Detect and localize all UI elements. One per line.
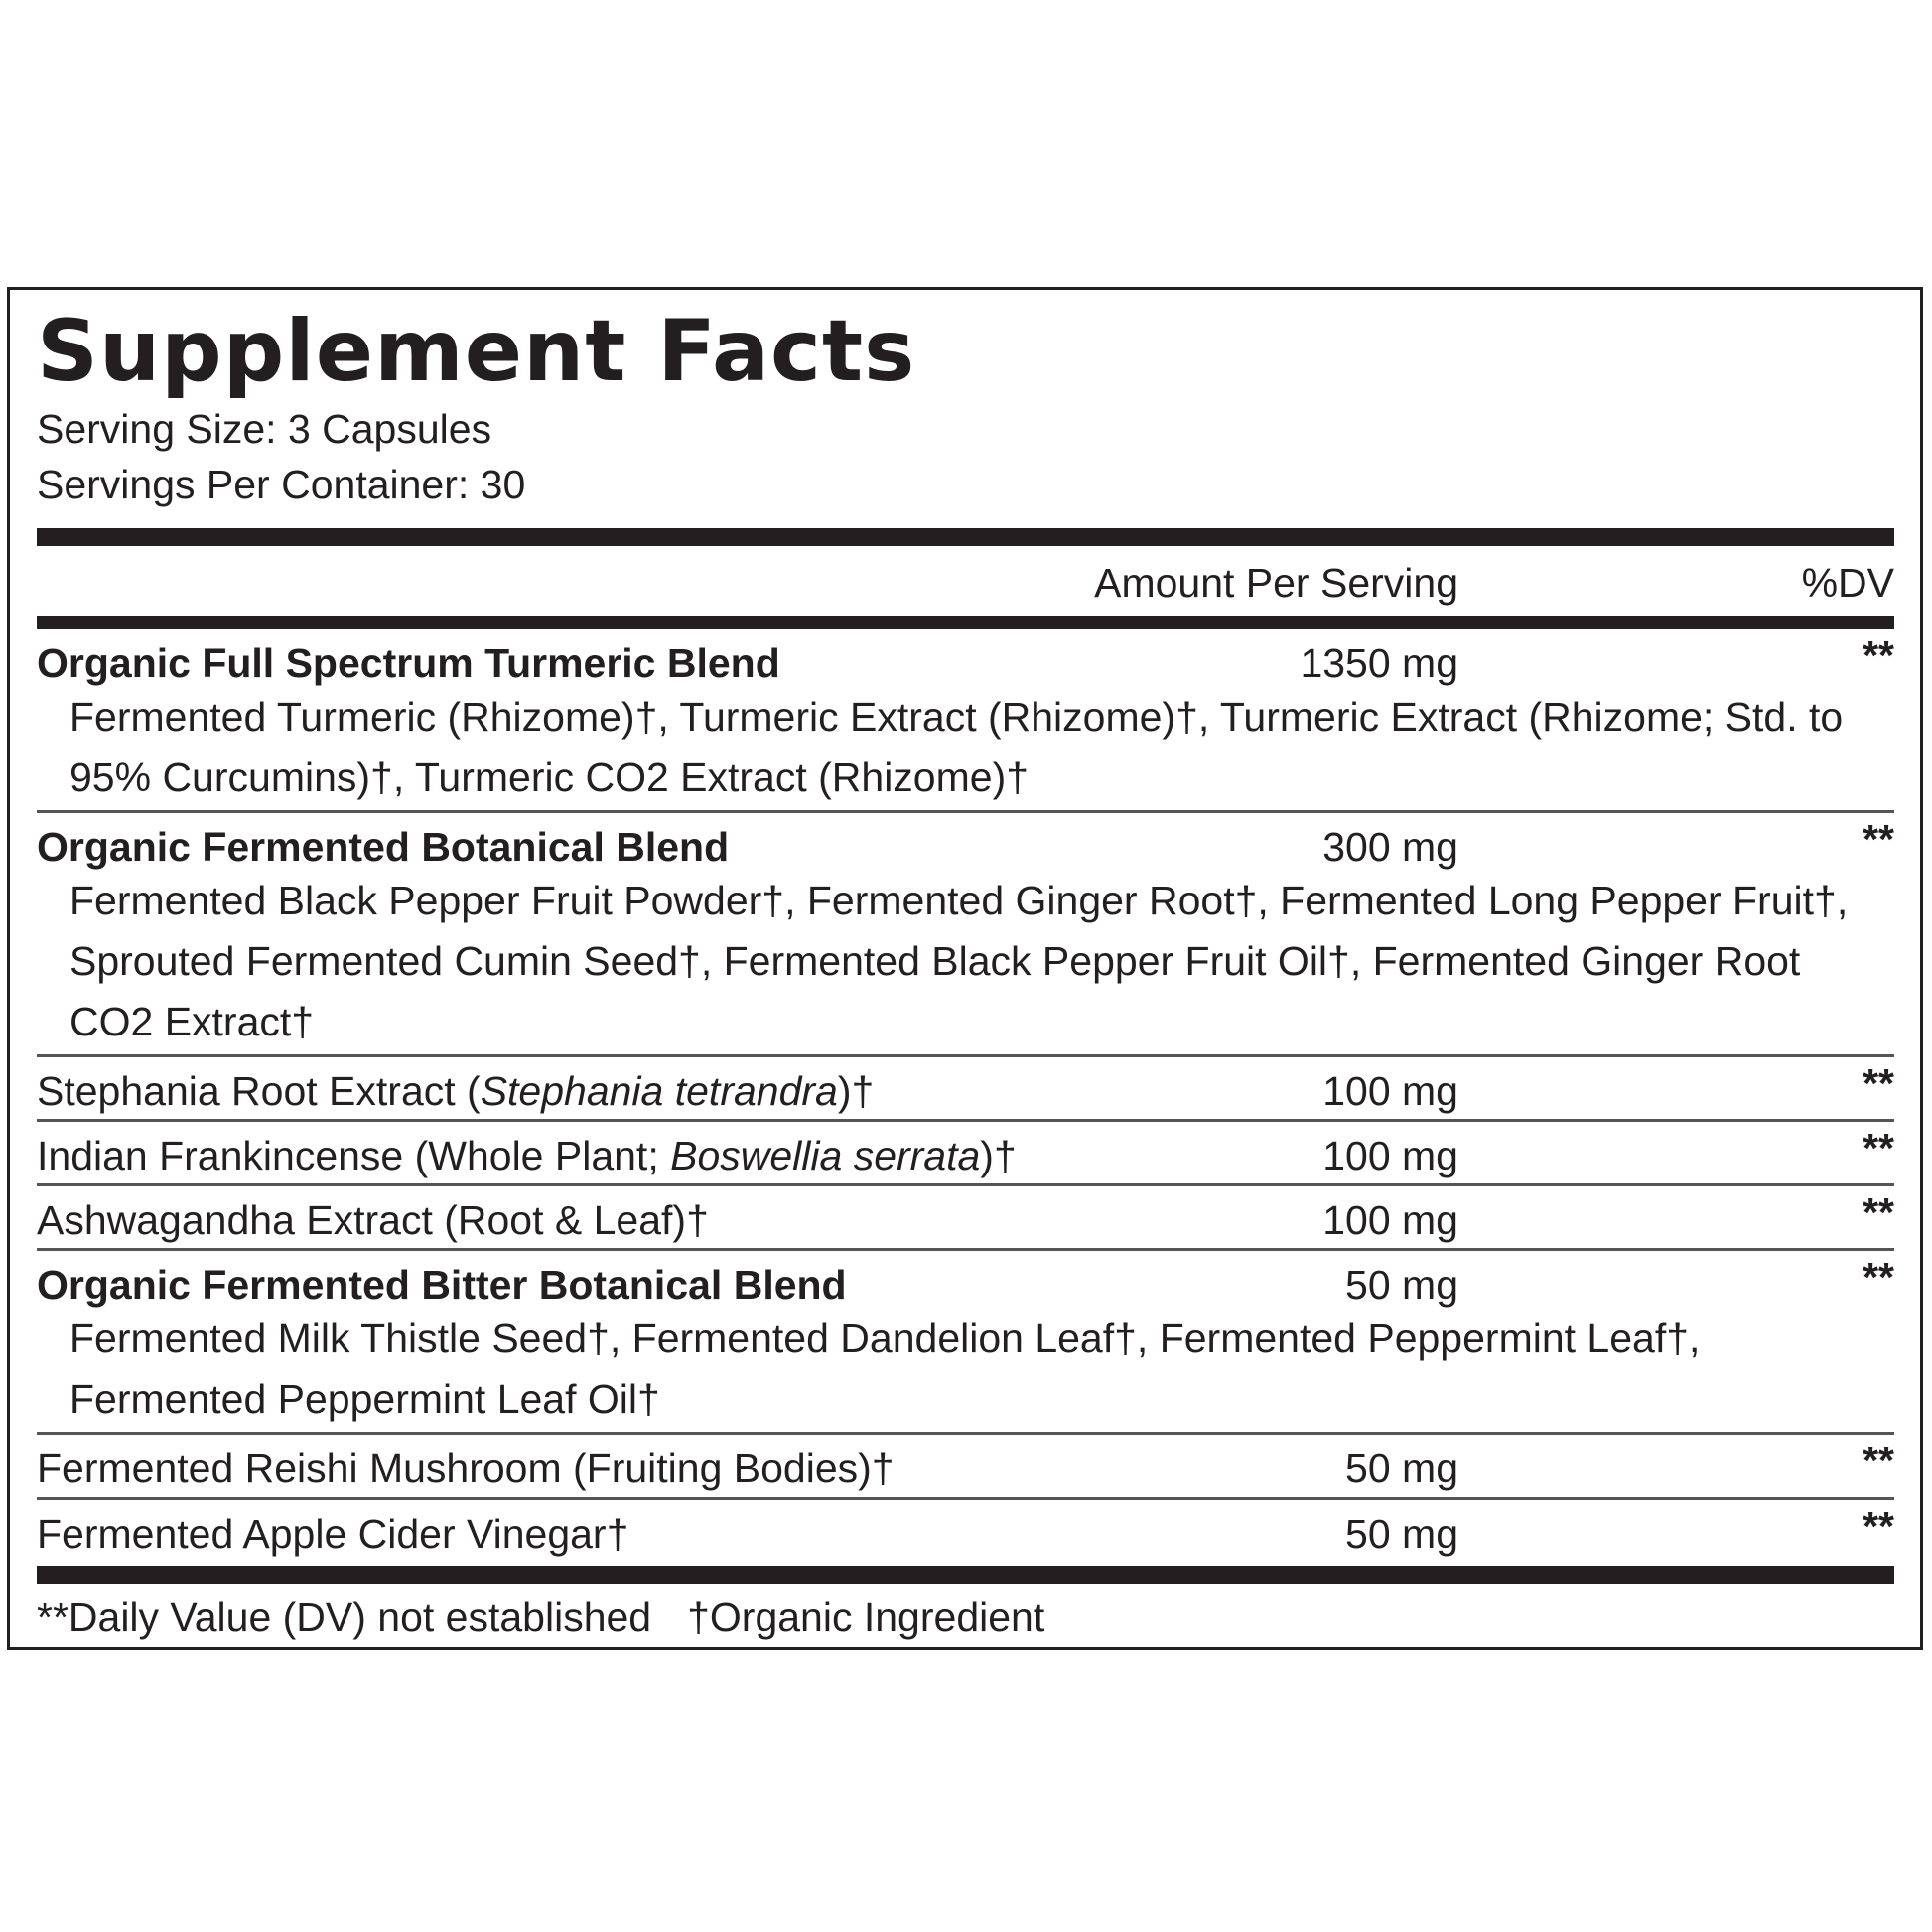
serving-size: Serving Size: 3 Capsules [37, 406, 492, 452]
ingredient-row [37, 1435, 1894, 1500]
ingredient-row [37, 1186, 1894, 1251]
ingredient-row [37, 1057, 1894, 1122]
supplement-facts-panel [7, 287, 1923, 1650]
servings-per-container: Servings Per Container: 30 [37, 462, 526, 507]
ingredient-amount: 50 mg [1345, 1446, 1458, 1491]
ingredient-name [37, 1057, 1894, 1115]
organic-footnote: †Organic Ingredient [687, 1594, 1045, 1640]
ingredient-name-prefix: Indian Frankincense (Whole Plant; [37, 1133, 671, 1178]
column-header [37, 546, 1894, 616]
header-divider [37, 616, 1894, 629]
ingredient-name [37, 1122, 1894, 1179]
ingredient-amount: 100 mg [1322, 1133, 1458, 1178]
ingredient-row [37, 1251, 1894, 1435]
ingredient-row [37, 1500, 1894, 1566]
ingredient-name-prefix: Stephania Root Extract ( [37, 1068, 481, 1114]
ingredient-row [37, 1122, 1894, 1186]
ingredient-latin-name: Stephania tetrandra [480, 1068, 838, 1114]
ingredient-amount: 1350 mg [1300, 640, 1458, 686]
ingredient-dv: ** [1863, 1438, 1894, 1483]
ingredient-dv: ** [1863, 632, 1894, 678]
top-divider [37, 528, 1894, 546]
ingredient-amount: 100 mg [1322, 1197, 1458, 1243]
amount-header: Amount Per Serving [1094, 560, 1458, 606]
ingredient-name: Ashwagandha Extract (Root & Leaf)† [37, 1197, 709, 1243]
blend-components: Fermented Turmeric (Rhizome)†, Turmeric Extract (Rhizome)†, Turmeric Extract (Rhizome; Std. to 95% Curcumins)†, Turmeric CO2 Extract (Rhizome)† [69, 694, 1844, 800]
ingredient-latin-name: Boswellia serrata [670, 1133, 981, 1178]
ingredient-row [37, 629, 1894, 813]
panel-title: Supplement Facts [37, 302, 916, 401]
ingredient-dv: ** [1863, 1125, 1894, 1171]
dv-footnote: **Daily Value (DV) not established [37, 1594, 652, 1640]
dv-header: %DV [1801, 560, 1894, 606]
ingredient-name: Organic Fermented Botanical Blend [37, 824, 730, 870]
ingredient-name-suffix: )† [837, 1068, 875, 1114]
bottom-divider [37, 1566, 1894, 1584]
ingredient-dv: ** [1863, 1189, 1894, 1235]
ingredient-amount: 50 mg [1345, 1511, 1458, 1557]
blend-components: Fermented Black Pepper Fruit Powder†, Fermented Ginger Root†, Fermented Long Pepper Fruit†, Sprouted Fermented Cumin Seed†, Fermented Black Pepper Fruit Oil†, Fermented Ginger Root CO2 Extract† [69, 878, 1849, 1044]
ingredient-name-suffix: )† [980, 1133, 1017, 1178]
ingredient-name: Organic Full Spectrum Turmeric Blend [37, 640, 780, 686]
ingredient-name: Fermented Reishi Mushroom (Fruiting Bodies)† [37, 1446, 895, 1491]
ingredient-amount: 300 mg [1322, 824, 1458, 870]
ingredient-name: Organic Fermented Bitter Botanical Blend [37, 1262, 847, 1308]
ingredient-amount: 100 mg [1322, 1068, 1458, 1114]
ingredient-dv: ** [1863, 1503, 1894, 1549]
ingredient-dv: ** [1863, 1060, 1894, 1106]
ingredient-dv: ** [1863, 816, 1894, 862]
ingredient-row [37, 813, 1894, 1057]
footnote [37, 1589, 1894, 1645]
ingredient-dv: ** [1863, 1254, 1894, 1300]
ingredient-name: Fermented Apple Cider Vinegar† [37, 1511, 629, 1557]
ingredient-amount: 50 mg [1345, 1262, 1458, 1308]
blend-components: Fermented Milk Thistle Seed†, Fermented Dandelion Leaf†, Fermented Peppermint Leaf†, Fermented Peppermint Leaf Oil† [69, 1315, 1701, 1422]
